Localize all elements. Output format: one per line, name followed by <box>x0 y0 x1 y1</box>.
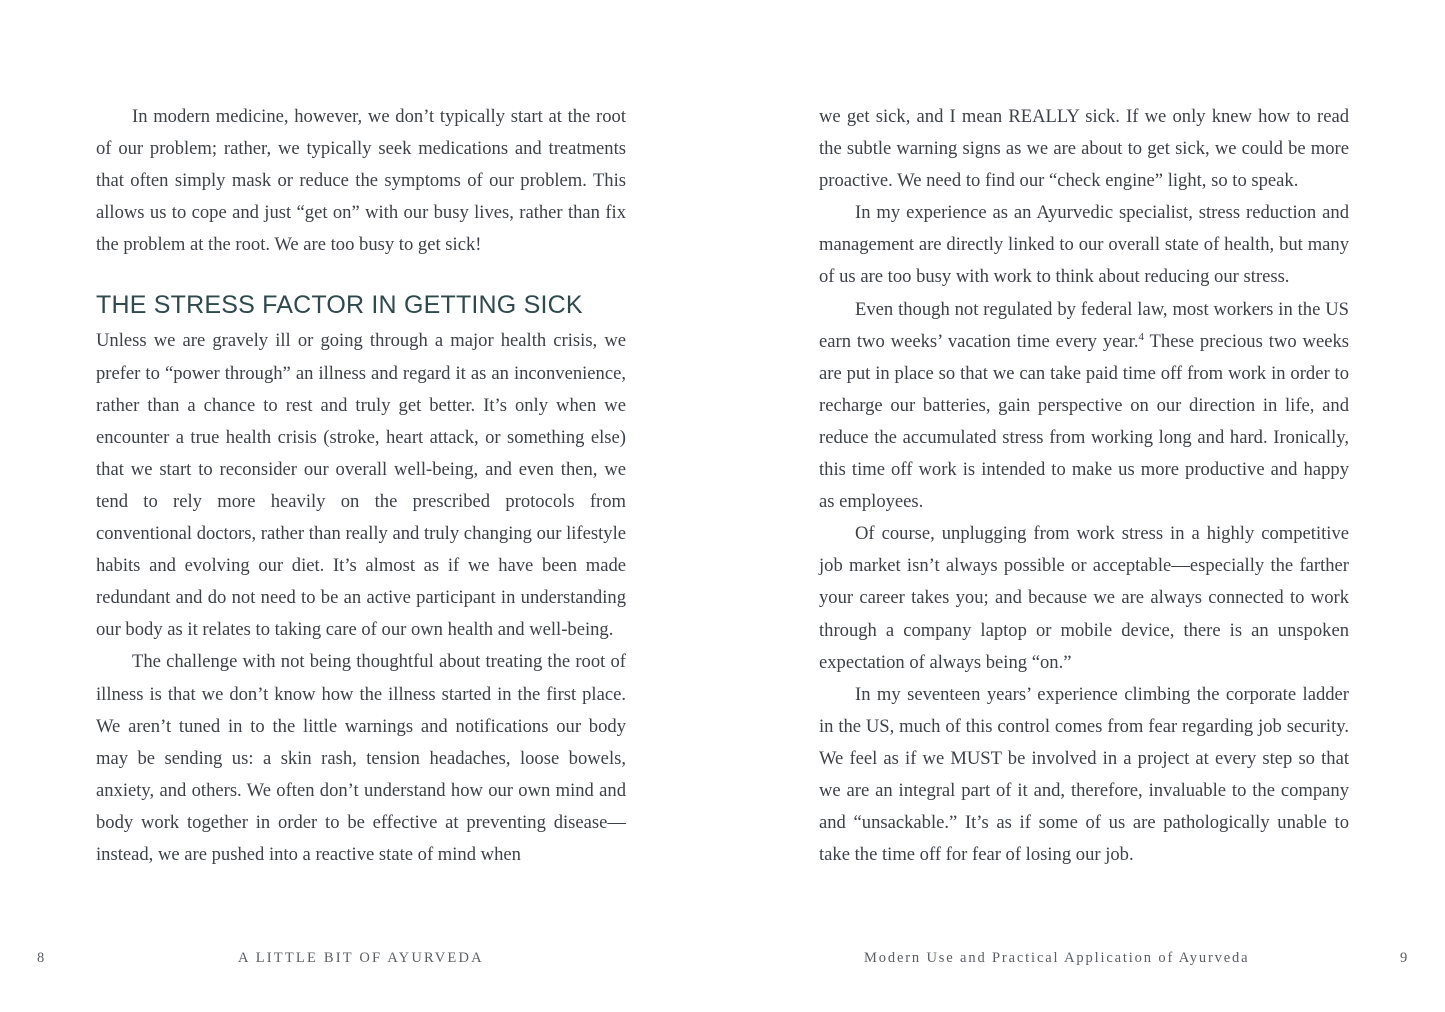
left-page <box>0 0 722 1012</box>
paragraph-challenge: The challenge with not being thoughtful about treating the root of illness is that we don’t know how the illness started in the first place. We aren’t tuned in to the little warnings and notifications our body may be sending us: a skin rash, tension headaches, loose bowels, anxiety, and others. We often don’t understand how our own mind and body work together in order to be effective at preventing disease—instead, we are pushed into a reactive state of mind when <box>96 651 626 865</box>
vacation-text-start: Even though not regulated by federal law, most workers in the US earn two weeks’ vacation time every year. <box>819 298 1349 352</box>
paragraph-ayurvedic-specialist: In my experience as an Ayurvedic specialist, stress reduction and management are directly linked to our overall state of health, but many of us are too busy with work to think about reducing our stress. <box>819 202 1349 288</box>
vacation-text-end: These precious two weeks are put in place so that we can take paid time off from work in order to recharge our batteries, gain perspective on our direction in life, and reduce the accumulated stress from working long and hard. Ironically, this time off work is intended to make us more productive and happy as employees. <box>819 330 1349 513</box>
running-head-chapter-title: Modern Use and Practical Application of Ayurveda <box>864 950 1250 966</box>
left-page-text-column <box>96 101 626 871</box>
paragraph-continued: we get sick, and I mean REALLY sick. If we only knew how to read the subtle warning signs as we are about to get sick, we could be more proactive. We need to find our “check engine” light, so to speak. <box>819 106 1349 192</box>
right-page-text-column <box>819 101 1349 871</box>
right-page <box>722 0 1445 1012</box>
paragraph-power-through: Unless we are gravely ill or going through a major health crisis, we prefer to “power through” an illness and regard it as an inconvenience, rather than a chance to rest and truly get better. It’s only when we encounter a true health crisis (stroke, heart attack, or something else) that we start to reconsider our overall well-being, and even then, we tend to rely more heavily on the prescribed protocols from conventional doctors, rather than really and truly changing our lifestyle habits and evolving our diet. It’s almost as if we have been made redundant and do not need to be an active participant in understanding our body as it relates to taking care of our own health and well-being. <box>96 330 626 641</box>
paragraph-corporate-ladder: In my seventeen years’ experience climbing the corporate ladder in the US, much of this control comes from fear regarding job security. We feel as if we MUST be involved in a project at every step so that we are an integral part of it and, therefore, invaluable to the company and “unsackable.” It’s as if some of us are pathologically unable to take the time off for fear of losing our job. <box>819 683 1349 866</box>
paragraph-unplugging: Of course, unplugging from work stress in a highly competitive job market isn’t always possible or acceptable—especially the farther your career takes you; and because we are always connected to work through a company laptop or mobile device, there is an unspoken expectation of always being “on.” <box>819 523 1349 673</box>
section-heading: THE STRESS FACTOR IN GETTING SICK <box>96 291 583 320</box>
footnote-reference: 4 <box>1138 330 1144 343</box>
paragraph-modern-medicine: In modern medicine, however, we don’t typically start at the root of our problem; rather, we typically seek medications and treatments that often simply mask or reduce the symptoms of our problem. This allows us to cope and just “get on” with our busy lives, rather than fix the problem at the root. We are too busy to get sick! <box>96 106 626 256</box>
paragraph-vacation-time <box>819 294 1349 519</box>
page-number-left: 8 <box>37 950 45 966</box>
page-number-right: 9 <box>1400 950 1408 966</box>
running-head-book-title: A LITTLE BIT OF AYURVEDA <box>238 950 484 966</box>
